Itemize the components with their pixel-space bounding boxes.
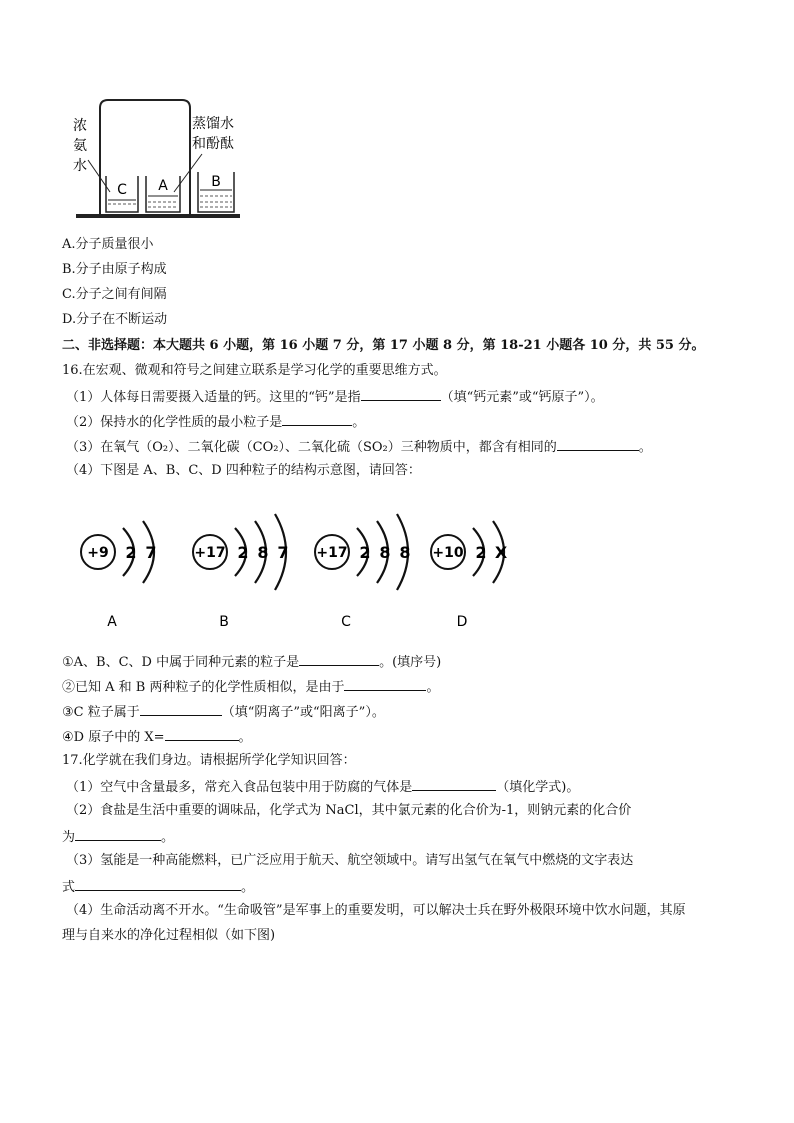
electron-count: 2	[475, 543, 487, 562]
electron-count: 8	[399, 543, 411, 562]
nucleus-charge: +17	[194, 545, 226, 561]
q16-s4-answer-blank[interactable]	[165, 727, 239, 741]
ammonia-diffusion-apparatus	[70, 96, 250, 222]
q16-part-4: （4）下图是 A、B、C、D 四种粒子的结构示意图，请回答：	[66, 463, 421, 478]
electron-count: 2	[237, 543, 249, 562]
q16-p1-hint: （填“钙元素”或“钙原子”）。	[440, 390, 604, 405]
q16-s1-hint: 。(填序号)	[379, 655, 442, 670]
q16-s4-text: ④D 原子中的 X=	[62, 730, 165, 745]
q17-stem: 17.化学就在我们身边。请根据所学化学知识回答：	[62, 753, 356, 768]
q17-p3-end: 。	[241, 880, 255, 895]
left-label-1: 浓	[73, 118, 87, 134]
electron-count: 2	[125, 543, 137, 562]
q16-sub-2	[62, 677, 440, 697]
q16-part-2	[66, 412, 365, 432]
section-2-heading: 二、非选择题：本大题共 6 小题，第 16 小题 7 分，第 17 小题 8 分，第 18-21 小题各 10 分，共 55 分。	[62, 338, 705, 353]
q16-stem: 16.在宏观、微观和符号之间建立联系是学习化学的重要思维方式。	[62, 363, 447, 378]
q16-part-3	[66, 437, 652, 457]
electron-count: 2	[359, 543, 371, 562]
particle-label: C	[341, 614, 351, 630]
q16-s2-answer-blank[interactable]	[344, 677, 426, 691]
particle-c	[315, 514, 411, 630]
q17-p3-text: 式	[62, 880, 76, 895]
q17-p2-end: 。	[161, 830, 175, 845]
q17-p1-answer-blank[interactable]	[412, 777, 496, 791]
q16-sub-4	[62, 727, 252, 747]
option-c[interactable]: C.分子之间有间隔	[62, 287, 167, 302]
option-b[interactable]: B.分子由原子构成	[62, 262, 167, 277]
q17-p3-answer-blank[interactable]	[75, 877, 241, 891]
particle-b	[193, 514, 289, 630]
left-label-3: 水	[73, 158, 87, 174]
q17-part-1	[66, 777, 579, 797]
option-a[interactable]: A.分子质量很小	[62, 237, 154, 252]
beaker-b	[198, 172, 234, 212]
q16-p2-answer-blank[interactable]	[282, 412, 352, 426]
q16-p1-text: （1）人体每日需要摄入适量的钙。这里的“钙”是指	[66, 390, 361, 405]
particles-group	[81, 514, 508, 630]
q17-p2-text: 为	[62, 830, 76, 845]
q16-p2-end: 。	[352, 415, 366, 430]
particle-a	[81, 521, 157, 630]
beaker-a	[146, 176, 180, 212]
q16-p3-text: （3）在氧气（O₂）、二氧化碳（CO₂）、二氧化硫（SO₂）三种物质中，都含有相同的	[66, 440, 557, 455]
q17-p1-hint: （填化学式)。	[496, 780, 580, 795]
nucleus-charge: +9	[87, 545, 109, 561]
particle-d	[431, 521, 508, 630]
beaker-b-label: B	[211, 174, 221, 190]
particle-label: A	[107, 614, 117, 630]
q16-sub-1	[62, 652, 441, 672]
q16-s4-end: 。	[238, 730, 252, 745]
q17-part-4-line-2: 理与自来水的净化过程相似（如下图)	[62, 928, 276, 943]
q17-p1-text: （1）空气中含量最多，常充入食品包装中用于防腐的气体是	[66, 780, 413, 795]
q16-part-1	[66, 387, 604, 407]
q17-p2-answer-blank[interactable]	[75, 827, 161, 841]
left-label-2: 氨	[73, 138, 87, 154]
option-d[interactable]: D.分子在不断运动	[62, 312, 168, 327]
beaker-a-label: A	[158, 178, 168, 194]
q16-p3-end: 。	[638, 440, 652, 455]
q16-s1-answer-blank[interactable]	[299, 652, 379, 666]
nucleus-charge: +17	[316, 545, 348, 561]
right-label-1: 蒸馏水	[192, 116, 234, 132]
q16-p3-answer-blank[interactable]	[557, 437, 639, 451]
q16-s1-text: ①A、B、C、D 中属于同种元素的粒子是	[62, 655, 300, 670]
particle-label: D	[456, 614, 468, 630]
beaker-c-label: C	[117, 182, 127, 198]
q16-p1-answer-blank[interactable]	[361, 387, 441, 401]
q16-s3-answer-blank[interactable]	[140, 702, 222, 716]
electron-count: 8	[257, 543, 269, 562]
q17-part-2-line-2	[62, 827, 174, 847]
beaker-c	[106, 176, 138, 212]
right-label-2: 和酚酞	[192, 136, 234, 152]
q16-s2-text: ②已知 A 和 B 两种粒子的化学性质相似，是由于	[62, 680, 345, 695]
q17-part-2-line-1: （2）食盐是生活中重要的调味品，化学式为 NaCl，其中氯元素的化合价为-1，则钠元素的化合价	[66, 803, 632, 818]
q17-part-4-line-1: （4）生命活动离不开水。“生命吸管”是军事上的重要发明，可以解决士兵在野外极限环境中饮水问题，其原	[66, 903, 686, 918]
q17-part-3-line-2	[62, 877, 254, 897]
electron-count: 8	[379, 543, 391, 562]
particle-label: B	[219, 614, 229, 630]
q16-s3-hint: （填“阴离子”或“阳离子”）。	[221, 705, 385, 720]
electron-count: 7	[145, 543, 157, 562]
q16-sub-3	[62, 702, 385, 722]
electron-count: 7	[277, 543, 289, 562]
particle-structure-diagrams	[70, 500, 510, 635]
q16-s3-text: ③C 粒子属于	[62, 705, 140, 720]
q16-s2-end: 。	[426, 680, 440, 695]
q17-part-3-line-1: （3）氢能是一种高能燃料，已广泛应用于航天、航空领域中。请写出氢气在氧气中燃烧的文字表达	[66, 853, 634, 868]
nucleus-charge: +10	[432, 545, 464, 561]
electron-count: X	[494, 543, 508, 562]
q16-p2-text: （2）保持水的化学性质的最小粒子是	[66, 415, 283, 430]
